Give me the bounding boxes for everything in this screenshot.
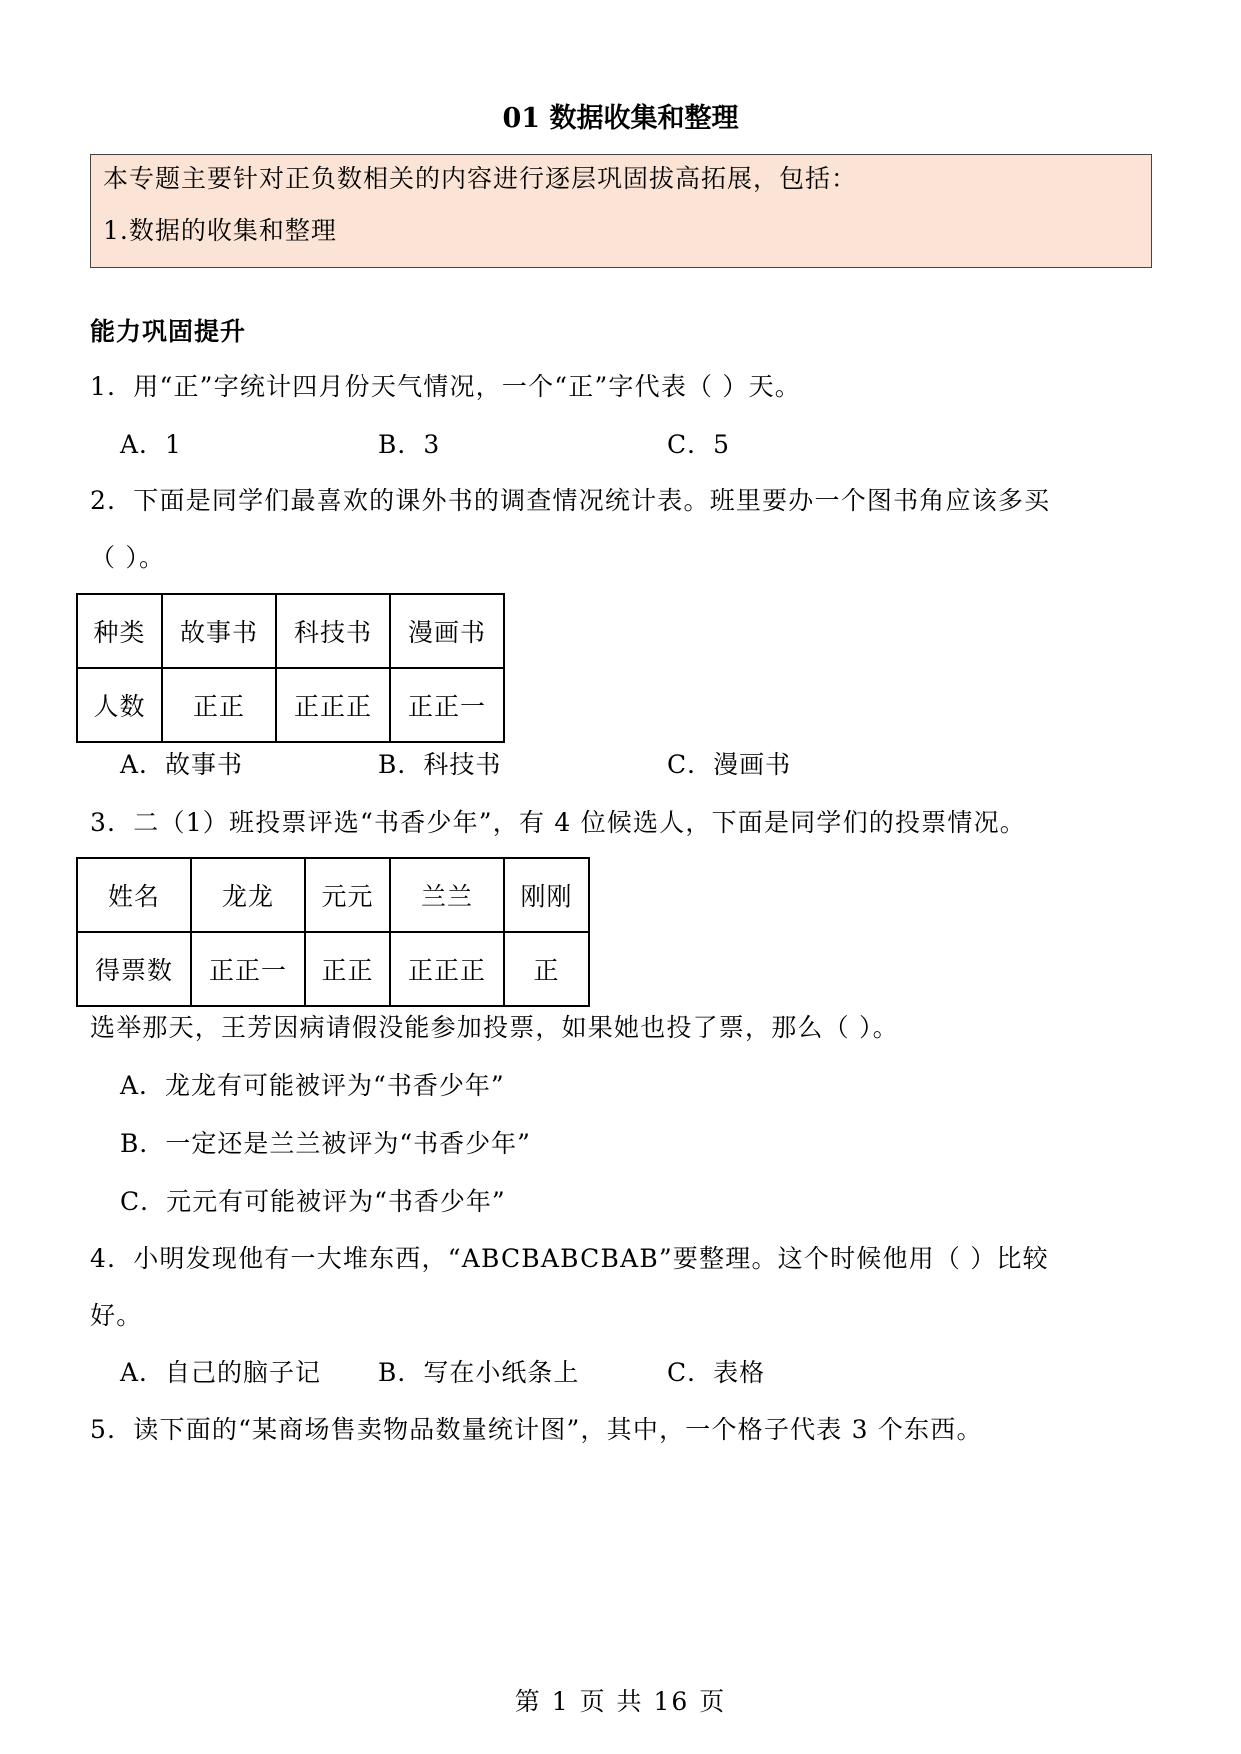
question-1-option-a: A．1 <box>120 430 182 459</box>
question-4-text-line-1: 4．小明发现他有一大堆东西，“ABCBABCBAB”要整理。这个时候他用（ ）比较 <box>90 1244 1049 1273</box>
table-cell: 刚刚 <box>504 858 589 932</box>
book-survey-table <box>76 593 505 743</box>
question-2-option-c: C．漫画书 <box>667 750 792 779</box>
table-cell: 漫画书 <box>390 594 504 668</box>
intro-line-1: 本专题主要针对正负数相关的内容进行逐层巩固拔高拓展，包括： <box>103 164 858 193</box>
question-3-option-b: B．一定还是兰兰被评为“书香少年” <box>120 1129 531 1158</box>
table-cell: 故事书 <box>162 594 276 668</box>
table-row <box>77 594 504 668</box>
question-2-text-line-1: 2．下面是同学们最喜欢的课外书的调查情况统计表。班里要办一个图书角应该多买 <box>90 486 1051 515</box>
question-2-option-a: A．故事书 <box>120 750 244 779</box>
vote-table <box>76 857 590 1007</box>
table-cell: 正正正 <box>276 668 390 742</box>
question-4-option-b: B．写在小纸条上 <box>378 1358 580 1387</box>
table-cell: 正正一 <box>191 932 305 1006</box>
table-cell: 正正 <box>162 668 276 742</box>
page-footer: 第 1 页 共 16 页 <box>514 1687 727 1716</box>
intro-box <box>90 154 1152 268</box>
table-row <box>77 932 589 1006</box>
table-cell: 元元 <box>305 858 390 932</box>
intro-line-2: 1.数据的收集和整理 <box>103 216 337 245</box>
table-cell: 得票数 <box>77 932 191 1006</box>
table-cell: 正正 <box>305 932 390 1006</box>
question-5-text: 5．读下面的“某商场售卖物品数量统计图”，其中，一个格子代表 3 个东西。 <box>90 1415 983 1444</box>
question-1-option-c: C．5 <box>667 430 731 459</box>
question-3-option-c: C．元元有可能被评为“书香少年” <box>120 1187 506 1216</box>
question-3-text: 3．二（1）班投票评选“书香少年”，有 4 位候选人，下面是同学们的投票情况。 <box>90 808 1026 837</box>
table-cell: 科技书 <box>276 594 390 668</box>
question-1-option-b: B．3 <box>378 430 441 459</box>
table-cell: 正正正 <box>390 932 504 1006</box>
table-row <box>77 858 589 932</box>
table-cell: 正正一 <box>390 668 504 742</box>
table-cell: 龙龙 <box>191 858 305 932</box>
question-1-text: 1．用“正”字统计四月份天气情况，一个“正”字代表（ ）天。 <box>90 372 801 401</box>
question-4-text-line-2: 好。 <box>90 1301 143 1330</box>
question-4-option-a: A．自己的脑子记 <box>120 1358 322 1387</box>
table-cell: 姓名 <box>77 858 191 932</box>
question-2-text-line-2: （ ）。 <box>90 543 166 572</box>
table-cell: 人数 <box>77 668 162 742</box>
table-row <box>77 668 504 742</box>
question-4-option-c: C．表格 <box>667 1358 766 1387</box>
section-heading: 能力巩固提升 <box>90 317 247 346</box>
page-title: 01 数据收集和整理 <box>502 103 739 134</box>
question-2-option-b: B．科技书 <box>378 750 502 779</box>
table-cell: 兰兰 <box>390 858 504 932</box>
question-3-followup: 选举那天，王芳因病请假没能参加投票，如果她也投了票，那么（ ）。 <box>90 1013 899 1042</box>
question-3-option-a: A．龙龙有可能被评为“书香少年” <box>120 1071 505 1100</box>
table-cell: 正 <box>504 932 589 1006</box>
table-cell: 种类 <box>77 594 162 668</box>
